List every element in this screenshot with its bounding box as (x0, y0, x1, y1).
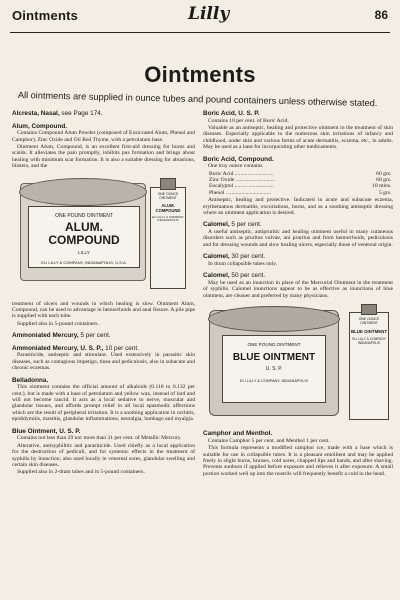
entry-belladonna (12, 377, 195, 423)
jar-lid (208, 306, 340, 332)
formula-quantity: 60 grs. (376, 170, 392, 177)
jar-label-product: ALUM. COMPOUND (48, 220, 120, 248)
entry-alum-compound (12, 123, 195, 170)
jar-label (28, 206, 140, 268)
entry-paragraph: Contains 10 per cent. of Boric Acid. (208, 117, 289, 124)
entry-heading (12, 345, 195, 353)
jar-label-product: BLUE OINTMENT (232, 351, 316, 363)
entry-paragraph: Contains Camphor 5 per cent. and Menthol 1 per cent. (208, 437, 330, 444)
formula-quantity: 60 grs. (376, 177, 392, 184)
formula-ingredient: Zinc Oxide ............................ (209, 177, 275, 184)
entry-subtitle: 5 per cent. (80, 332, 111, 340)
entry-heading: Camphor and Menthol. (203, 430, 273, 438)
page-number: 86 (374, 8, 388, 22)
entry-alum-compound-continued (12, 301, 195, 328)
entry-heading (203, 253, 393, 261)
formula-quantity: 5 grs. (378, 189, 392, 196)
entry-subtitle: 5 per cent. (231, 221, 262, 229)
intro-statement: All ointments are supplied in ounce tubes and pound containers unless otherwise stated. (17, 90, 378, 109)
entry-boric-acid-compound (203, 156, 393, 217)
entry-ammoniated-mercury-5 (12, 332, 195, 340)
tube-label-maker: ELI LILLY & COMPANY INDIANAPOLIS (352, 337, 386, 345)
formula-ingredient: Phenol ................................ (209, 189, 271, 196)
formula-row (209, 190, 391, 196)
entry-title: Calomel, (203, 253, 230, 261)
entry-paragraph: treatment of ulcers and wounds in which healing is slow. Ointment Alum, Compound, can be used to advantage in hemorrhoids and anal fissure. A pile pipe is supplied with each tube. (12, 300, 195, 320)
entry-paragraph: This formula represents a modified camphor ice, made with a base which is suitable for use in collapsible tubes. It is a pleasant emollient and may be applied freely in slight burns, bruises, cold sores, chapped lips and hands, and after shaving. Prevents sunburn if applied before exposure and relieves it after exposure. A small portion worked well up into the nostrils will frequently benefit a cold in the head. (203, 445, 393, 477)
entry-paragraph: One troy ounce contains (208, 163, 263, 170)
entry-heading: Boric Acid, Compound. (203, 155, 274, 163)
entry-heading (203, 221, 393, 229)
jar-label (222, 335, 326, 403)
entry-heading (12, 110, 195, 118)
formula-ingredient: Eucalyptol ............................ (209, 183, 274, 190)
entry-subtitle: 10 per cent. (105, 344, 139, 352)
entry-paragraph: Contains not less than 29 nor more than 31 per cent. of Metallic Mercury. (17, 435, 182, 442)
formula-quantity: 10 mins. (372, 183, 392, 190)
ointment-tube-box (349, 312, 389, 420)
tube-label-maker: ELI LILLY & COMPANY INDIANAPOLIS (152, 214, 184, 223)
entry-paragraph: Ointment Alum, Compound, is an excellent first-aid dressing for burns and scalds. It alleviates the pain promptly, inhibits pus formation and brings about healing with minimum scar formation. It is also a suitable dressing for abrasions, blisters, and the (12, 144, 195, 170)
ointment-jar (20, 183, 146, 281)
entry-blue-ointment (12, 428, 195, 476)
right-column (203, 110, 393, 482)
entry-heading: Boric Acid, U. S. P. (203, 110, 260, 117)
jar-lid (19, 178, 147, 206)
tube-label-product: BLUE OINTMENT (350, 329, 388, 335)
entry-calomel-5 (203, 221, 393, 248)
entry-calomel-50 (203, 272, 393, 299)
jar-label-standard: U. S. P. (265, 365, 283, 372)
entry-paragraph: Supplied also in 5-pound containers. (17, 320, 99, 327)
product-image-blue-ointment (203, 304, 393, 424)
ointment-jar (209, 310, 339, 416)
tube-label-text: ONE OUNCE OINTMENT (157, 191, 179, 200)
running-header (10, 4, 390, 33)
entry-ammoniated-mercury-10 (12, 345, 195, 372)
entry-subtitle: 50 per cent. (231, 272, 266, 280)
jar-label-text: ONE POUND OINTMENT (55, 212, 113, 219)
product-image-alum-compound (12, 175, 195, 295)
entry-boric-acid (203, 110, 393, 151)
section-title: Ointments (12, 8, 79, 23)
entry-title: Ammoniated Mercury, (12, 332, 79, 340)
entry-paragraph: Alterative, antisyphilitic and parasiticide. Used chiefly as a local application for the destruction of pediculi, and for systemic effects in the treatment of syphilis by inunction; also used locally in venereal sores, glandular swelling and certain skin diseases. (12, 442, 195, 468)
entry-heading (203, 272, 393, 280)
entry-paragraph: This ointment contains the official amount of alkaloids (0.118 to 0.132 per cent.), but is made with a base of petrolatum and yellow wax, instead of lard and will not become rancid. It acts as a local sedative to nerve, muscular and glandular tissues, and affords prompt relief in all local spasmodic affections which are the result of peripheral irritation. It is a soothing application in orchitis, epididymitis, mastitis, glandular inflammations, neuralgia, lumbago and myalgia. (12, 384, 195, 423)
entry-subtitle: 30 per cent. (231, 253, 266, 261)
entry-paragraph: Parasiticide, antiseptic and stimulant. Used extensively in parasitic skin diseases, such as contagious impetigo, tinea and pediculosis, also in subacute and chronic eczemas. (12, 352, 195, 372)
page-title: Ointments (144, 62, 256, 87)
entry-paragraph: Contains Compound Alum Powder (composed of Exsiccated Alum, Phenol and Camphor), Zinc Oxide and Oil Red Thyme, with a petrolatum base. (12, 130, 195, 143)
entry-heading: Belladonna. (12, 376, 49, 384)
tube-cap (361, 304, 377, 315)
jar-label-maker: ELI LILLY & COMPANY, INDIANAPOLIS, U.S.A. (41, 260, 127, 266)
lilly-logo: Lilly (188, 4, 230, 24)
ointment-tube-box (150, 187, 186, 289)
entry-paragraph: Valuable as an antiseptic, healing and protective ointment in the treatment of skin diseases. Especially applicable to the numerous skin irritations of infancy and childhood, under skin and various forms of acute dermatitis, eczema, etc., in adults. May be used as a base for incorporating other medicaments. (203, 125, 393, 151)
entry-title: Calomel, (203, 272, 230, 280)
entry-subtitle: see Page 174. (61, 110, 103, 117)
entry-camphor-menthol (203, 430, 393, 477)
entry-calomel-30 (203, 253, 393, 267)
jar-label-text: ONE POUND OINTMENT (247, 342, 301, 348)
entry-paragraph: In drum collapsible tubes only. (208, 260, 278, 267)
tube-label-text: ONE OUNCE OINTMENT (358, 317, 380, 326)
left-column (12, 110, 195, 481)
formula-ingredient: Boric Acid ............................ (209, 170, 274, 177)
entry-alcresta (12, 110, 195, 118)
entry-paragraph: Antiseptic, healing and protective. Indicated in acute and subacute eczema, erythematous dermatitis, excoriations, burns, and as a soothing antiseptic dressing where an ointment application is desired. (203, 197, 393, 217)
entry-title: Alcresta, Nasal, (12, 110, 60, 117)
tube-cap (160, 178, 176, 190)
entry-heading (12, 332, 195, 340)
entry-heading: Alum, Compound. (12, 122, 68, 130)
tube-label-product: ALUM. COMPOUND (155, 202, 181, 213)
entry-paragraph: Supplied also in 2-dram tubes and in 5-pound containers. (17, 469, 145, 476)
entry-paragraph: May be used as an inunction in place of the Mercurial Ointment in the treatment of syphilis. Calomel inunctions appear to be as effective as inunctions of blue ointment, are cleaner and preferred by many physicians. (203, 279, 393, 299)
entry-title: Ammoniated Mercury, U. S. P., (12, 344, 104, 352)
entry-heading: Blue Ointment, U. S. P. (12, 427, 81, 435)
formula-table (209, 171, 391, 197)
jar-label-brand: LILLY (78, 250, 90, 256)
entry-title: Calomel, (203, 221, 230, 229)
jar-label-maker: ELI LILLY & COMPANY, INDIANAPOLIS (239, 378, 309, 383)
entry-paragraph: A useful antiseptic, antipruritic and healing ointment useful in many cutaneous disorders such as pruritus vulvae, ani pruritus and from hemorrhoids, pediculosis and for dressing wounds and slow healing ulcers, especially those of venereal origin. (203, 229, 393, 248)
